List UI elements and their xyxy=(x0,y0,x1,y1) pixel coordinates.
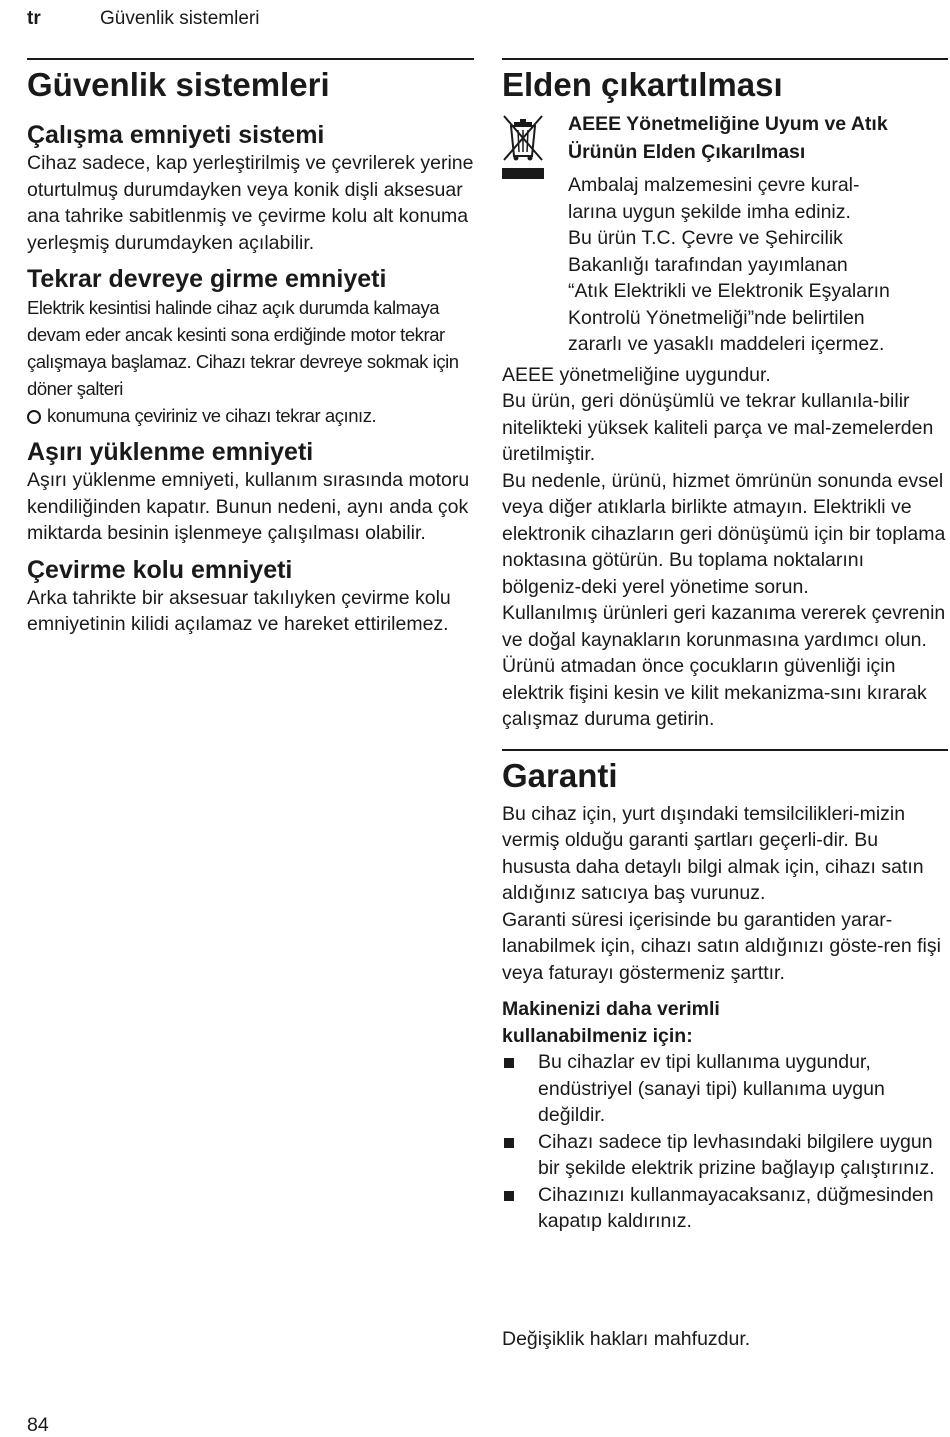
language-code: tr xyxy=(27,8,41,29)
section-rule xyxy=(27,58,474,60)
warranty-title: Garanti xyxy=(502,756,618,794)
page-title: Güvenlik sistemleri xyxy=(27,66,330,103)
disposal-compliance: AEEE yönetmeliğine uygundur. xyxy=(502,363,771,386)
restart-safety-tail: konumuna çeviriniz ve cihazı tekrar açınız. xyxy=(47,405,377,426)
section-heading-swivel-arm-safety: Çevirme kolu emniyeti xyxy=(27,555,293,584)
left-column xyxy=(27,58,474,638)
off-position-icon xyxy=(27,410,41,424)
weee-body-line: Bakanlığı tarafından yayımlanan xyxy=(568,253,848,276)
section-heading-overload-safety: Aşırı yüklenme emniyeti xyxy=(27,438,314,466)
weee-body-line: zararlı ve yasaklı maddeleri içermez. xyxy=(568,333,885,355)
section-text-overload-safety: Aşırı yüklenme emniyeti, kullanım sırasında motoru kendiliğinden kapatır. Bunun nedeni, aynı anda çok miktarda besinin işlenmeye çalışılması olabilir. xyxy=(27,469,470,544)
section-rule xyxy=(502,749,948,751)
list-item-text: Cihazı sadece tip levhasındaki bilgilere uygun bir şekilde elektrik prizine bağlayıp çalıştırınız. xyxy=(538,1130,935,1179)
warranty-paragraph: Bu cihaz için, yurt dışındaki temsilcilikleri-mizin vermiş olduğu garanti şartları geçerli-dir. Bu hususta daha detaylı bilgi almak için, cihazı satın aldığınız satıcıya baş vurunuz. xyxy=(502,802,924,904)
list-item-text: Bu cihazlar ev tipi kullanıma uygundur, endüstriyel (sanayi tipi) kullanıma uygun değildir. xyxy=(538,1051,885,1126)
section-text-restart-safety-cont xyxy=(27,402,474,429)
section-rule xyxy=(502,58,948,60)
weee-body-line: Bu ürün T.C. Çevre ve Şehircilik xyxy=(568,227,843,249)
tips-heading-line-1: Makinenizi daha verimli xyxy=(502,998,720,1020)
weee-body-line: larına uygun şekilde imha ediniz. xyxy=(568,200,851,223)
page-number: 84 xyxy=(27,1414,49,1436)
weee-body-line: “Atık Elektrikli ve Elektronik Eşyaların xyxy=(568,280,890,302)
section-text-operation-safety: Cihaz sadece, kap yerleştirilmiş ve çevrilerek yerine oturtulmuş durumdayken veya konik dişli aksesuar ana tahrike sabitlenmiş ve çevirme kolu alt konuma yerleşmiş durumdayken açılabilir. xyxy=(27,152,474,254)
bullet-square-icon xyxy=(504,1058,514,1068)
rights-reserved-note: Değişiklik hakları mahfuzdur. xyxy=(502,1328,751,1350)
crossed-out-bin-icon xyxy=(502,112,544,182)
disposal-paragraph: Bu ürün, geri dönüşümlü ve tekrar kullanıla-bilir nitelikteki yüksek kaliteli parça ve mal-zemelerden üretilmiştir. xyxy=(502,390,934,465)
list-item xyxy=(502,1129,948,1182)
right-column xyxy=(502,58,948,1235)
weee-body-line: Kontrolü Yönetmeliği”nde belirtilen xyxy=(568,306,865,329)
running-header-title: Güvenlik sistemleri xyxy=(100,8,260,29)
list-item xyxy=(502,1049,948,1129)
warranty-paragraph: Garanti süresi içerisinde bu garantiden yarar-lanabilmek için, cihazı satın aldığınızı göste-ren fişi veya faturayı göstermeniz şarttır. xyxy=(502,908,941,984)
weee-block xyxy=(502,110,948,358)
tips-heading xyxy=(502,996,948,1049)
section-heading-operation-safety: Çalışma emniyeti sistemi xyxy=(27,121,325,149)
disposal-paragraph: Kullanılmış ürünleri geri kazanıma vererek çevrenin ve doğal kaynakların korunmasına yardımcı olun. xyxy=(502,602,946,651)
tips-list xyxy=(502,1049,948,1235)
tips-heading-line-2: kullanabilmeniz için: xyxy=(502,1024,693,1047)
disposal-paragraph: Ürünü atmadan önce çocukların güvenliği için elektrik fişini kesin ve kilit mekanizma-sını kırarak çalışmaz duruma getirin. xyxy=(502,655,927,730)
bullet-square-icon xyxy=(504,1191,514,1201)
section-heading-restart-safety: Tekrar devreye girme emniyeti xyxy=(27,265,387,293)
bullet-square-icon xyxy=(504,1138,514,1148)
list-item-text: Cihazınızı kullanmayacaksanız, düğmesinden kapatıp kaldırınız. xyxy=(538,1183,934,1232)
weee-heading-line-2: Ürünün Elden Çıkarılması xyxy=(568,141,806,163)
weee-heading-line-1: AEEE Yönetmeliğine Uyum ve Atık xyxy=(568,113,888,135)
disposal-title: Elden çıkartılması xyxy=(502,66,783,103)
weee-body xyxy=(568,172,948,358)
list-item xyxy=(502,1182,948,1235)
section-text-restart-safety: Elektrik kesintisi halinde cihaz açık durumda kalmaya devam eder ancak kesinti sona erdiğinde motor tekrar çalışmaya başlamaz. Cihazı tekrar devreye sokmak için döner şalteri xyxy=(27,297,459,399)
section-text-swivel-arm-safety: Arka tahrikte bir aksesuar takılıyken çevirme kolu emniyetinin kilidi açılamaz ve hareket ettirilemez. xyxy=(27,586,451,635)
disposal-paragraph: Bu nedenle, ürünü, hizmet ömrünün sonunda evsel veya diğer atıklarla birlikte atmayın. Elektrikli ve elektronik cihazların geri dönüşümü için bir toplama noktasına götürün. Bu toplama noktalarını bölgeniz-deki yerel yönetime sorun. xyxy=(502,469,946,598)
weee-body-line: Ambalaj malzemesini çevre kural- xyxy=(568,174,860,196)
